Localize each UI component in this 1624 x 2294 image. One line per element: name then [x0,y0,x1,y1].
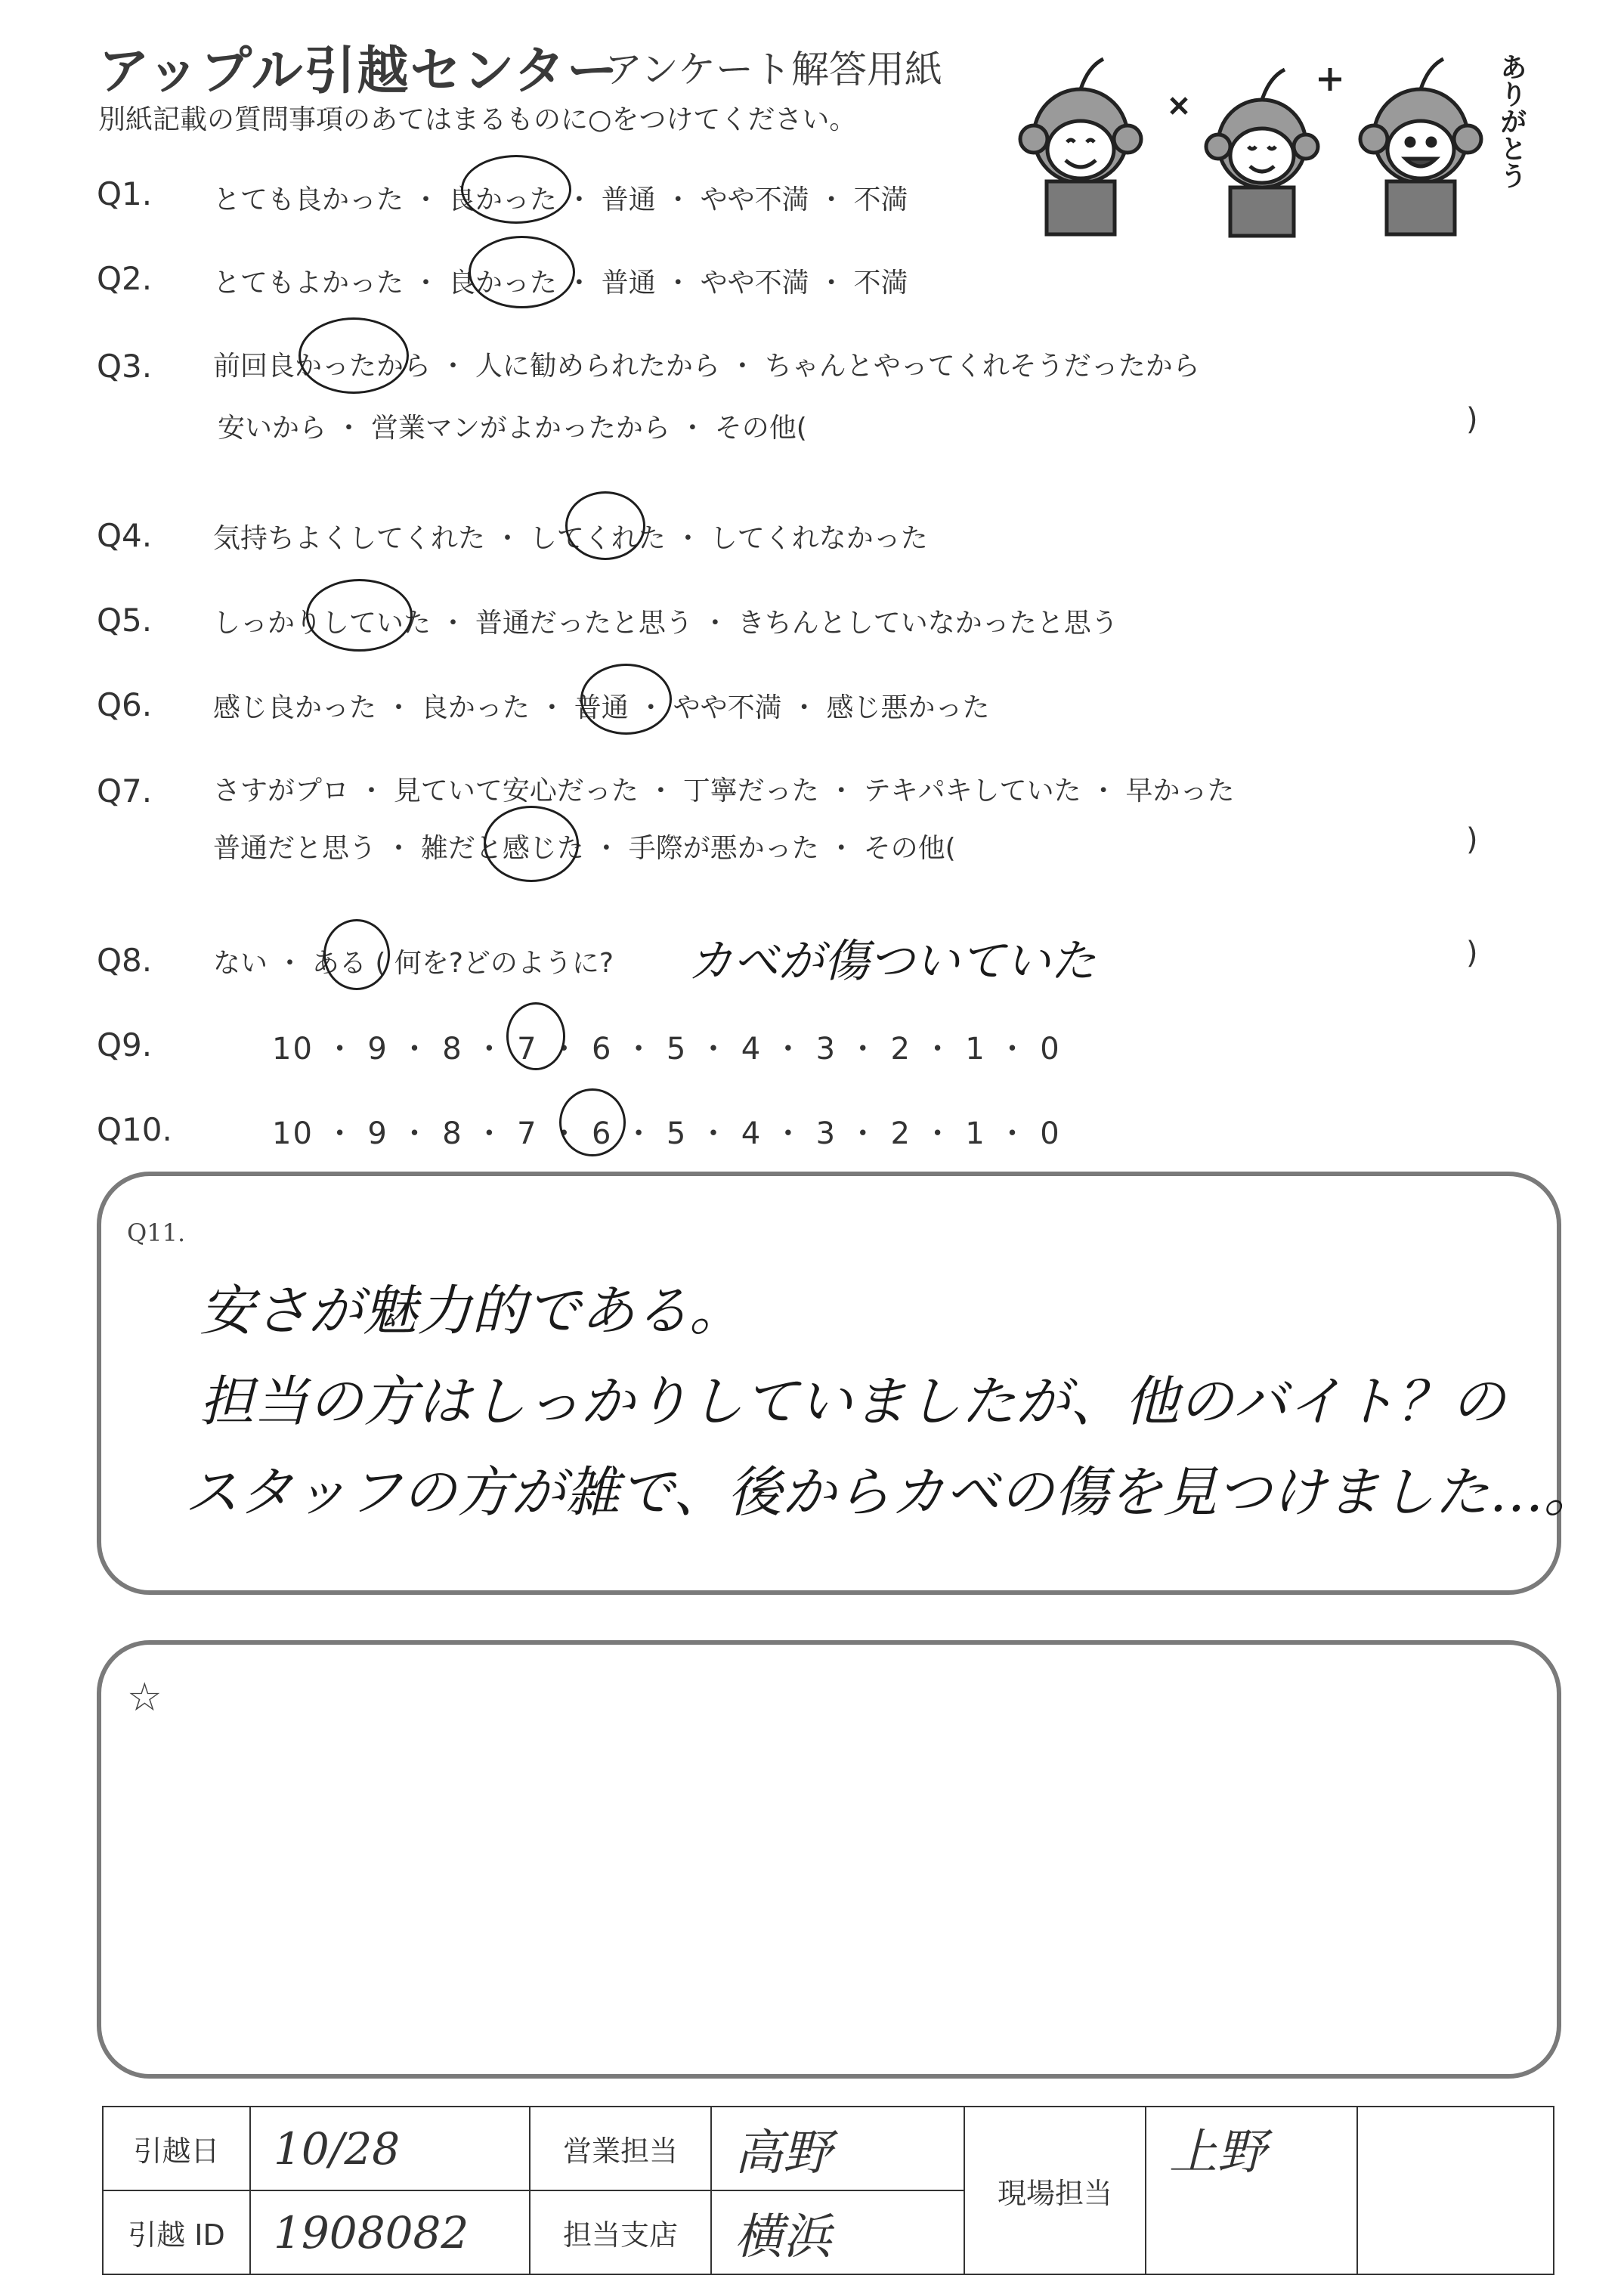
q10-selection-circle [559,1088,626,1156]
move-id-label: 引越 ID [103,2190,250,2274]
q11-line-2: 担当の方はしっかりしていましたが、他のバイト？の [200,1370,1506,1433]
q6-options: 感じ良かった ・ 良かった ・ 普通 ・ やや不満 ・ 感じ悪かった [213,692,990,723]
q4-selection-circle [565,491,645,560]
monkey-icon [1171,70,1318,236]
q9-scale: 10 ・ 9 ・ 8 ・ 7 ・ 6 ・ 5 ・ 4 ・ 3 ・ 2 ・ 1 ・ 0 [272,1032,1061,1067]
star-comment-box [97,1640,1561,2079]
q1-label: Q1. [97,175,153,212]
q8-selection-circle [323,919,390,990]
q1-options: とても良かった ・ 良かった ・ 普通 ・ やや不満 ・ 不満 [213,184,908,215]
q1-selection-circle [461,155,571,224]
q11-comment-box [97,1172,1598,1595]
q11-line-3: スタッフの方が雑で、後からカベの傷を見つけました…。 [184,1460,1598,1524]
q4-options: 気持ちよくしてくれた ・ してくれた ・ してくれなかった [213,523,928,554]
sales-rep-value: 高野 [711,2107,964,2190]
move-date-value: 10/28 [250,2107,530,2190]
monkey-mascots-illustration [1013,23,1527,249]
q5-options: しっかりしていた ・ 普通だったと思う ・ きちんとしていなかったと思う [213,608,1118,639]
q4-label: Q4. [97,517,153,554]
q7-label: Q7. [97,772,153,810]
star-icon: ☆ [127,1675,162,1720]
form-title: アンケート解答用紙 [605,48,942,91]
q9-selection-circle [506,1002,565,1070]
q3-selection-circle [299,317,409,394]
q3-label: Q3. [97,348,153,385]
q2-options: とてもよかった ・ 良かった ・ 普通 ・ やや不満 ・ 不満 [213,268,908,299]
mascot-thanks-text: ありがとう [1496,53,1527,189]
blank-cell [1357,2107,1554,2274]
q6-selection-circle [580,664,672,735]
monkey-icon [1319,59,1481,234]
move-id-value: 1908082 [250,2190,530,2274]
sales-rep-label: 営業担当 [530,2107,711,2190]
site-rep-label: 現場担当 [964,2107,1146,2274]
move-date-label: 引越日 [103,2107,250,2190]
q8-options: ない ・ ある ( 何を?どのように? [213,948,614,979]
branch-value: 横浜 [711,2190,964,2274]
q3-close-paren: ) [1466,402,1478,437]
q3-options-line2: 安いから ・ 営業マンがよかったから ・ その他( [218,413,807,444]
q7-selection-circle [484,806,579,882]
q2-label: Q2. [97,260,153,297]
q10-label: Q10. [97,1111,172,1148]
site-rep-value: 上野 [1146,2107,1357,2274]
q3-options-line1: 前回良かったから ・ 人に勧められたから ・ ちゃんとやってくれそうだったから [213,351,1200,382]
q11-line-1: 安さが魅力的である。 [200,1279,744,1342]
q5-label: Q5. [97,602,153,639]
q2-selection-circle [469,236,575,308]
q10-scale: 10 ・ 9 ・ 8 ・ 7 ・ 6 ・ 5 ・ 4 ・ 3 ・ 2 ・ 1 ・ 0 [272,1116,1061,1151]
q5-selection-circle [306,579,413,652]
q7-close-paren: ) [1466,822,1478,857]
q7-options-line2: 普通だと思う ・ 雑だと感じた ・ 手際が悪かった ・ その他( [213,833,956,864]
move-info-table [102,2106,1554,2275]
q11-label: Q11. [127,1218,186,1247]
instruction-text: 別紙記載の質問事項のあてはまるものに○をつけてください。 [98,104,857,135]
q6-label: Q6. [97,686,153,723]
q7-options-line1: さすがプロ ・ 見ていて安心だった ・ 丁寧だった ・ テキパキしていた ・ 早かった [213,776,1235,806]
company-name: アップル引越センター [98,42,620,101]
q8-close-paren: ) [1466,936,1478,971]
monkey-icon [1020,59,1141,234]
branch-label: 担当支店 [530,2190,711,2274]
q8-label: Q8. [97,942,153,979]
q9-label: Q9. [97,1026,153,1063]
q8-handwritten-answer: カベが傷ついていた [688,935,1096,988]
